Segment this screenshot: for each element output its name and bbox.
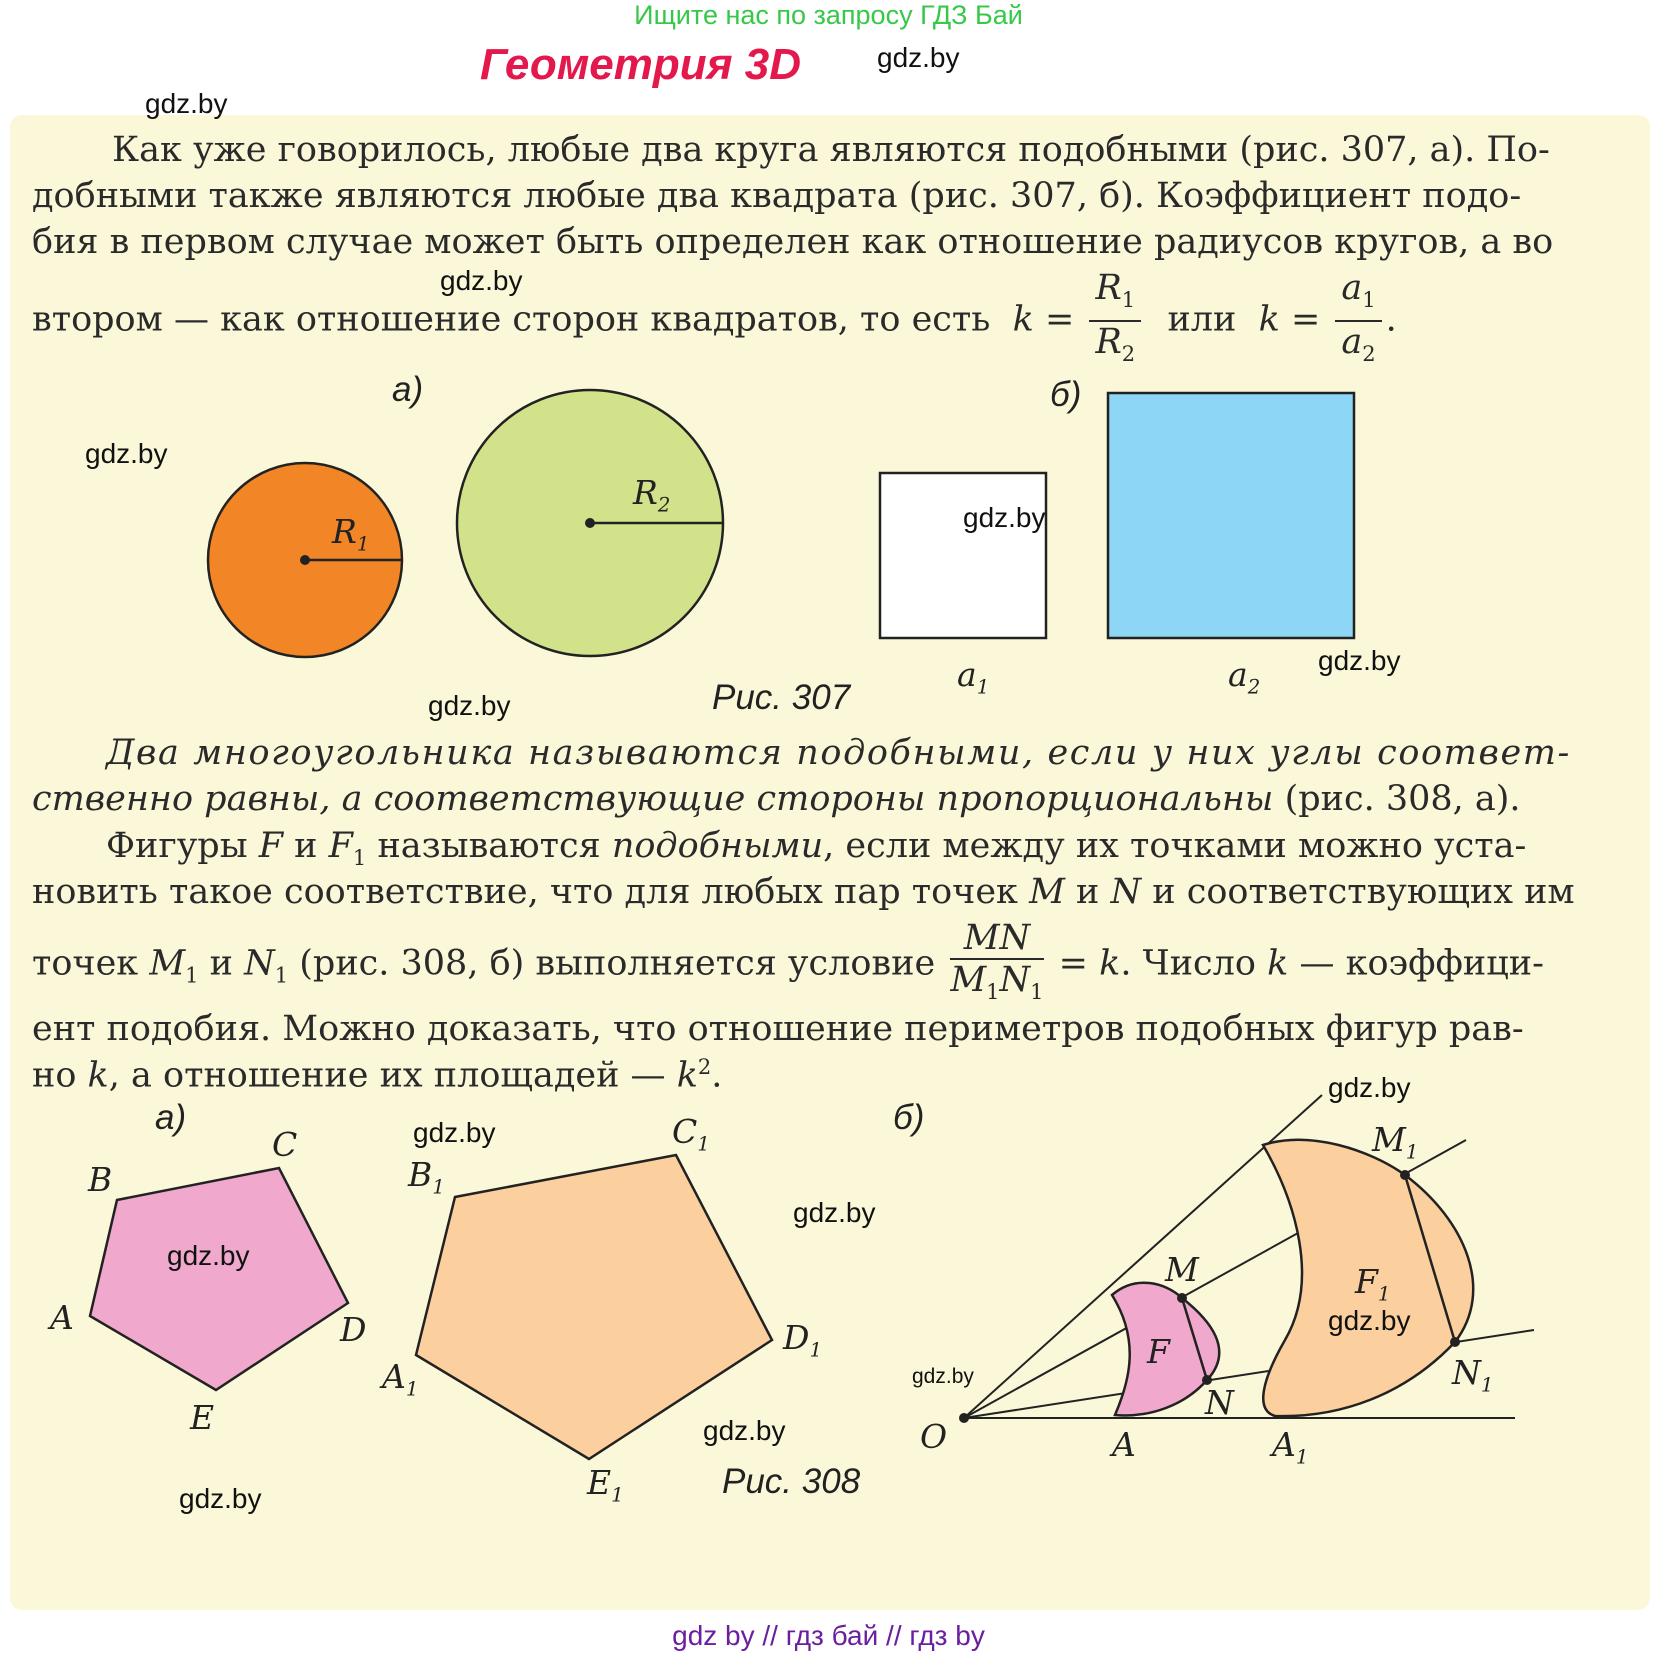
pentagon-large: [416, 1155, 772, 1459]
watermark: gdz.by: [1328, 1305, 1411, 1336]
label-text: D: [783, 1318, 810, 1357]
symbol-f: F: [258, 826, 284, 866]
watermark: gdz.by: [963, 502, 1046, 533]
period: .: [1385, 299, 1397, 340]
point-n1: [1450, 1337, 1460, 1347]
label-text: a: [1228, 655, 1248, 694]
label-text: A: [382, 1357, 406, 1396]
k-symbol: k: [1012, 299, 1034, 340]
label-text: B: [408, 1155, 433, 1194]
numerator: a: [1341, 268, 1363, 308]
fig307-part-a-label: а): [392, 370, 424, 409]
text-fragment: , а отношение их площадей —: [108, 1055, 666, 1096]
subscript: 1: [1377, 1282, 1391, 1306]
equals: =: [1058, 943, 1088, 984]
search-banner: Ищите нас по запросу ГДЗ Бай: [634, 0, 1023, 30]
point-m1: [1400, 1170, 1410, 1180]
label-m1: [1372, 1120, 1418, 1164]
paragraph-line: [32, 872, 1628, 912]
figure-308: [90, 1095, 1534, 1459]
vertex-label-b1: [408, 1155, 445, 1199]
vertex-label-c1: [672, 1112, 710, 1156]
paragraph-line: добными также являются любые два квадрата (рис. 307, б). Коэффициент подо-: [32, 176, 1522, 216]
symbol-m: M: [1029, 872, 1065, 912]
vertex-label-c: C: [272, 1125, 298, 1164]
equals: =: [1290, 299, 1321, 340]
denominator: M: [950, 960, 987, 1000]
watermark: gdz.by: [1328, 1072, 1411, 1103]
label-a2: [1228, 655, 1260, 699]
subscript: 1: [697, 1132, 710, 1156]
text-fragment: и: [1076, 872, 1100, 912]
symbol-m1: M: [149, 943, 186, 984]
vertex-label-e: E: [190, 1398, 215, 1437]
text-fragment: втором — как отношение сторон квадратов, то есть: [32, 299, 991, 340]
watermark: gdz.by: [85, 438, 168, 469]
vertex-label-a1: [382, 1357, 418, 1401]
period: .: [1120, 943, 1132, 984]
text-fragment: и: [294, 826, 318, 866]
watermark: gdz.by: [413, 1117, 496, 1148]
label-text: M: [1372, 1120, 1406, 1159]
label-text: E: [587, 1463, 612, 1502]
subscript: 1: [432, 1175, 445, 1199]
subscript: 1: [1030, 980, 1044, 1004]
label-text: a: [957, 655, 977, 694]
figure-307: [208, 390, 1354, 657]
label-text: R: [633, 473, 658, 512]
label-text: A: [1272, 1425, 1296, 1464]
label-m: M: [1165, 1250, 1199, 1289]
paragraph-line: бия в первом случае может быть определен как отношение радиусов кругов, а во: [32, 222, 1554, 262]
numerator: R: [1095, 268, 1122, 308]
fig308-caption: Рис. 308: [722, 1462, 861, 1501]
square-large: [1108, 393, 1354, 638]
pentagon-small: [90, 1168, 348, 1390]
vertex-label-e1: [587, 1463, 624, 1507]
fig307-caption: Рис. 307: [712, 678, 851, 717]
term-similar: подобными: [611, 826, 824, 866]
label-text: R: [332, 512, 357, 551]
period: .: [711, 1055, 723, 1096]
footer-links: gdz by // гдз бай // гдз by: [672, 1620, 985, 1651]
paragraph-line: ент подобия. Можно доказать, что отношение периметров подобных фигур рав-: [32, 1009, 1524, 1049]
fig308-part-b-label: б): [893, 1098, 925, 1137]
watermark: gdz.by: [703, 1415, 786, 1446]
subscript: 2: [1362, 342, 1376, 366]
subscript: 2: [657, 493, 671, 517]
label-a: A: [1112, 1425, 1136, 1464]
equals: =: [1044, 299, 1075, 340]
center-point: [585, 518, 595, 528]
text-fragment: Фигуры: [106, 826, 248, 866]
subscript: 1: [405, 1377, 419, 1401]
label-f: F: [1147, 1332, 1170, 1371]
label-text: N: [1452, 1353, 1481, 1392]
k-symbol: k: [1267, 943, 1289, 984]
watermark: gdz.by: [877, 42, 960, 73]
text-fragment: — коэффици-: [1299, 943, 1544, 984]
fraction-mn: [950, 918, 1043, 1012]
vertex-label-d: D: [340, 1310, 367, 1349]
subscript: 1: [1405, 1140, 1419, 1164]
label-o: O: [920, 1417, 948, 1456]
watermark: gdz.by: [793, 1197, 876, 1228]
symbol-f1: F: [328, 826, 353, 866]
watermark: gdz.by: [428, 690, 511, 721]
denominator: a: [1341, 322, 1363, 362]
definition-line: [32, 779, 1628, 819]
text-fragment: но: [32, 1055, 77, 1096]
label-n: N: [1205, 1383, 1234, 1422]
watermark: gdz.by: [440, 265, 523, 296]
label-r2: [633, 473, 670, 517]
point-m: [1177, 1293, 1187, 1303]
label-r1: [332, 512, 369, 556]
vertex-label-d1: [783, 1318, 822, 1362]
definition-line: Два многоугольника называются подобными, если у них углы соответ-: [106, 733, 1571, 773]
watermark: gdz.by: [179, 1483, 262, 1514]
paragraph-line: [32, 826, 1628, 870]
k-symbol: k: [1099, 943, 1121, 984]
or-word: или: [1167, 299, 1237, 340]
k-symbol: k: [1258, 299, 1280, 340]
subscript: 1: [185, 963, 199, 988]
label-text: F: [1355, 1262, 1378, 1301]
subscript: 1: [352, 846, 367, 870]
label-a1: [957, 655, 989, 699]
subscript: 2: [1121, 342, 1136, 366]
watermark: gdz.by: [912, 1365, 974, 1388]
center-point: [300, 555, 310, 565]
subscript: 1: [1295, 1445, 1309, 1469]
numerator: MN: [950, 918, 1043, 960]
subscript: 1: [274, 963, 289, 988]
subscript: 1: [1480, 1373, 1494, 1397]
text-fragment: (рис. 308, б) выполняется условие: [299, 943, 936, 984]
text-fragment: новить такое соответствие, что для любых пар точек: [32, 872, 1018, 912]
text-fragment: , если между их точками можно уста-: [823, 826, 1527, 866]
subscript: 1: [809, 1338, 823, 1362]
k-symbol: k: [676, 1055, 698, 1096]
subscript: 1: [356, 532, 370, 556]
text-fragment: точек: [32, 943, 139, 984]
definition-text: ственно равны, а соответствующие стороны пропорциональны: [32, 779, 1274, 819]
figure-ref: (рис. 308, а).: [1284, 779, 1521, 819]
symbol-n1: N: [244, 943, 275, 984]
k-symbol: k: [87, 1055, 109, 1096]
subscript: 1: [1121, 288, 1136, 312]
label-a1: [1272, 1425, 1308, 1469]
subscript: 1: [1362, 288, 1376, 312]
label-n1: [1452, 1353, 1493, 1397]
text-fragment: Число: [1142, 943, 1256, 984]
denominator: N: [999, 960, 1031, 1000]
subscript: 2: [1247, 675, 1261, 699]
label-text: C: [672, 1112, 698, 1151]
watermark: gdz.by: [1318, 645, 1401, 676]
watermark: gdz.by: [145, 88, 228, 119]
text-fragment: и: [209, 943, 233, 984]
denominator: R: [1095, 322, 1122, 362]
fig308-part-a-label: а): [155, 1098, 187, 1137]
text-fragment: и соответствующих им: [1152, 872, 1575, 912]
paragraph-line-formula: [32, 918, 1628, 1012]
fig307-part-b-label: б): [1050, 375, 1082, 414]
watermark: gdz.by: [167, 1240, 250, 1271]
vertex-label-b: B: [88, 1160, 113, 1199]
paragraph-line: Как уже говорилось, любые два круга являются подобными (рис. 307, а). По-: [112, 130, 1550, 170]
text-fragment: называются: [377, 826, 601, 866]
superscript: 2: [697, 1055, 712, 1079]
page-title: Геометрия 3D: [480, 40, 801, 89]
subscript: 1: [986, 980, 1000, 1004]
symbol-n: N: [1110, 872, 1142, 912]
subscript: 1: [611, 1483, 624, 1507]
subscript: 1: [976, 675, 990, 699]
label-f1: [1355, 1262, 1391, 1306]
square-small: [880, 473, 1046, 638]
vertex-label-a: A: [50, 1298, 74, 1337]
point-o: [959, 1413, 969, 1423]
